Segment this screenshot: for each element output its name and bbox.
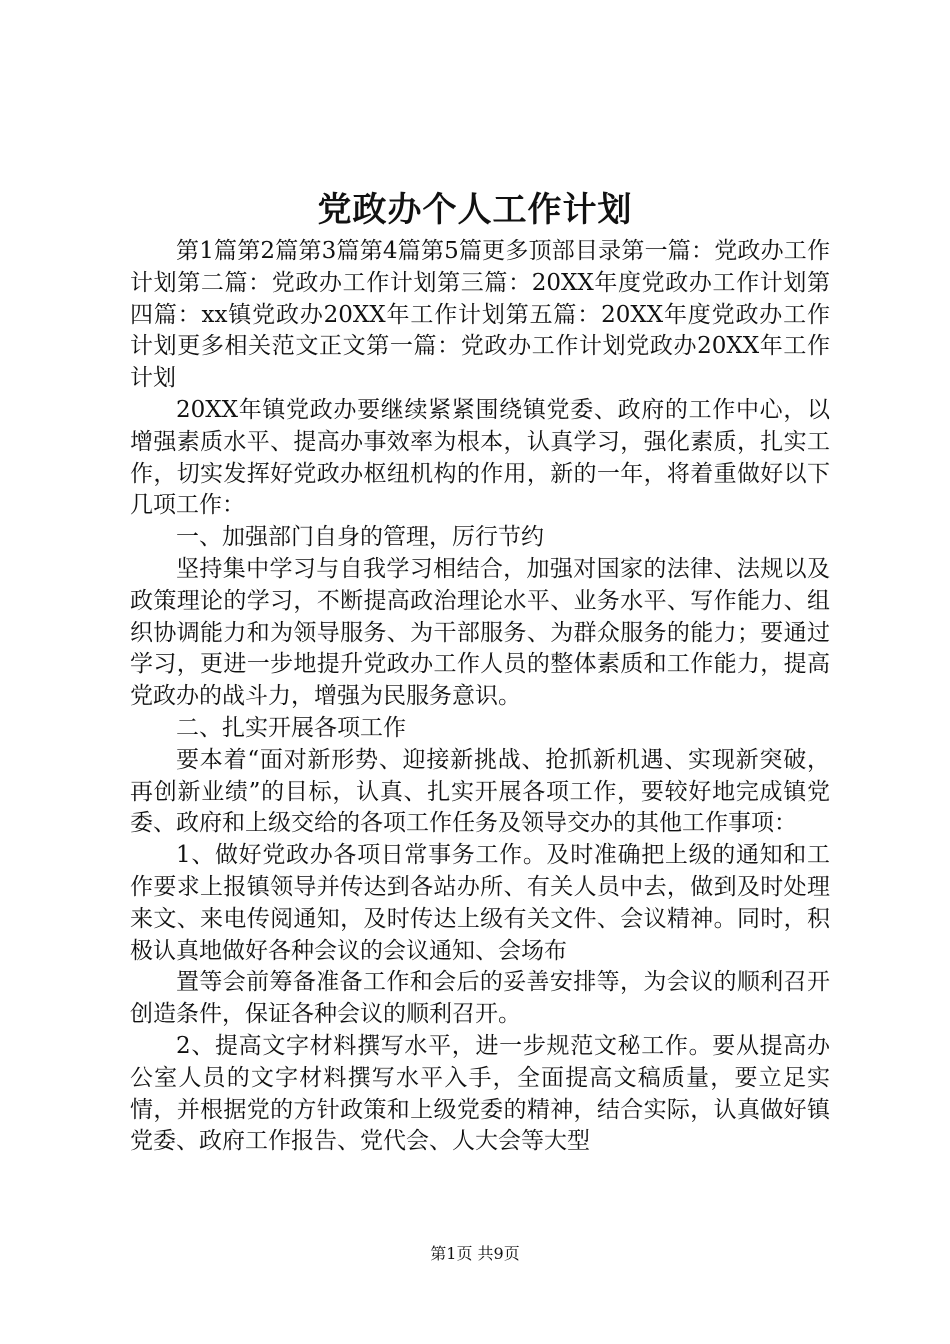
paragraph-toc: 第1篇第2篇第3篇第4篇第5篇更多顶部目录第一篇：党政办工作计划第二篇：党政办工作计划第三篇：20XX年度党政办工作计划第四篇：xx镇党政办20XX年工作计划第五篇：20XX年度党政办工作计划更多相关范文正文第一篇：党政办工作计划党政办20XX年工作计划 bbox=[130, 238, 830, 392]
page-footer: 第1页 共9页 bbox=[430, 1244, 520, 1263]
section-heading-1: 一、加强部门自身的管理，厉行节约 bbox=[176, 524, 544, 551]
paragraph-item-2: 2、提高文字材料撰写水平，进一步规范文秘工作。要从提高办公室人员的文字材料撰写水平入手，全面提高文稿质量，要立足实情，并根据党的方针政策和上级党委的精神，结合实际，认真做好镇党委、政府工作报告、党代会、人大会等大型 bbox=[130, 1032, 830, 1155]
section-heading-2: 二、扎实开展各项工作 bbox=[176, 714, 406, 741]
document-title: 党政办个人工作计划 bbox=[317, 190, 633, 230]
paragraph-study: 坚持集中学习与自我学习相结合，加强对国家的法律、法规以及政策理论的学习，不断提高政治理论水平、业务水平、写作能力、组织协调能力和为领导服务、为干部服务、为群众服务的能力；要通过学习，更进一步地提升党政办工作人员的整体素质和工作能力，提高党政办的战斗力，增强为民服务意识。 bbox=[130, 555, 830, 710]
paragraph-item-1: 1、做好党政办各项日常事务工作。及时准确把上级的通知和工作要求上报镇领导并传达到各站办所、有关人员中去，做到及时处理来文、来电传阅通知，及时传达上级有关文件、会议精神。同时，积极认真地做好各种会议的会议通知、会场布 bbox=[130, 842, 830, 964]
paragraph-intro: 20XX年镇党政办要继续紧紧围绕镇党委、政府的工作中心，以增强素质水平、提高办事效率为根本，认真学习，强化素质，扎实工作，切实发挥好党政办枢纽机构的作用，新的一年，将着重做好以下几项工作： bbox=[130, 396, 830, 519]
document-body bbox=[130, 236, 830, 1158]
paragraph-goals: 要本着“面对新形势、迎接新挑战、抢抓新机遇、实现新突破，再创新业绩”的目标，认真、扎实开展各项工作，要较好地完成镇党委、政府和上级交给的各项工作任务及领导交办的其他工作事项： bbox=[130, 746, 830, 837]
paragraph-item-1-cont: 置等会前筹备准备工作和会后的妥善安排等，为会议的顺利召开创造条件，保证各种会议的顺利召开。 bbox=[130, 969, 830, 1028]
